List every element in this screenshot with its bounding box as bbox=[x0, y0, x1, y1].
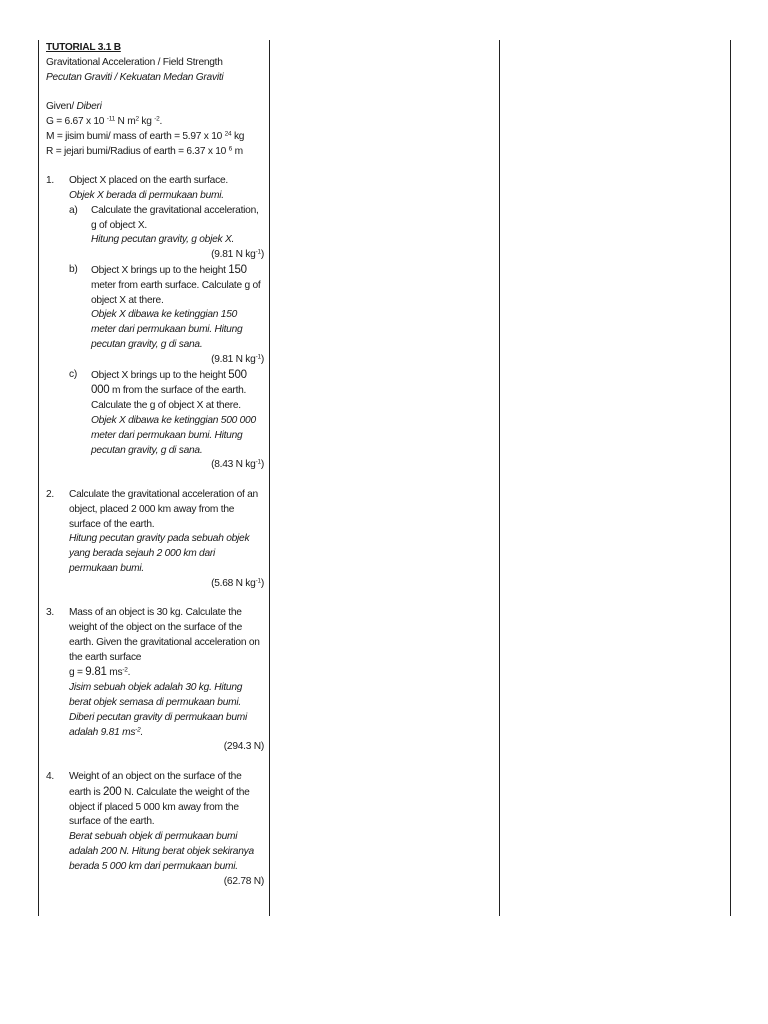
tutorial-column bbox=[46, 41, 264, 889]
subquestion-text-ms: Objek X dibawa ke ketinggian 150 meter dari permukaan bumi. Hitung pecutan gravity, g di sana. bbox=[91, 309, 243, 350]
subquestion-1b: b) Object X brings up to the height 150 meter from earth surface. Calculate g of object X at there. Objek X dibawa ke ketinggian 150 meter dari permukaan bumi. Hitung pecutan gravity, g di sana. bbox=[69, 263, 264, 353]
question-text-en: Object X placed on the earth surface. bbox=[69, 175, 228, 187]
tutorial-title: TUTORIAL 3.1 B bbox=[46, 42, 121, 53]
given-g-constant: G = 6.67 x 10 $^{-11}$ N $m^2$ kg $^{-2}$. bbox=[46, 115, 163, 127]
subquestion-text-ms: Hitung pecutan gravity, g objek X. bbox=[91, 234, 235, 246]
table-border-left bbox=[38, 40, 39, 916]
question-1 bbox=[46, 174, 264, 473]
question-2 bbox=[46, 488, 264, 592]
gravity-value: g = 9.81 $ms^{-2}$. bbox=[69, 666, 131, 679]
subquestion-text-en: Object X brings up to the height 150 meter from earth surface. Calculate g of object X at there. bbox=[91, 263, 261, 306]
table-border-col1 bbox=[269, 40, 270, 916]
table-border-col2 bbox=[499, 40, 500, 916]
question-3 bbox=[46, 606, 264, 755]
answer-1b: (9.81 N $kg^{-1}$) bbox=[211, 353, 264, 365]
given-earth-radius: R = jejari bumi/Radius of earth = 6.37 x 10 $^6$ m bbox=[46, 145, 243, 157]
subquestion-text-en: Object X brings up to the height 500 000 m from the surface of the earth. Calculate the g of object X at there. bbox=[91, 368, 247, 412]
question-number: 3. bbox=[46, 607, 54, 619]
question-text-en: Weight of an object on the surface of the earth is 200 N. Calculate the weight of the object if placed 5 000 km away from the surface of the earth. bbox=[69, 771, 250, 828]
subquestion-text-en: Calculate the gravitational acceleration, g of object X. bbox=[91, 204, 259, 231]
subtitle-ms: Pecutan Graviti / Kekuatan Medan Graviti bbox=[46, 71, 224, 83]
table-border-right bbox=[730, 40, 731, 916]
subquestion-1a: a) Calculate the gravitational acceleration, g of object X. Hitung pecutan gravity, g objek X. bbox=[69, 204, 264, 248]
question-4 bbox=[46, 770, 264, 889]
question-text-ms: Objek X berada di permukaan bumi. bbox=[69, 189, 224, 201]
question-text-ms: Jisim sebuah objek adalah 30 kg. Hitung berat objek semasa di permukaan bumi. Diberi pecutan gravity di permukaan bumi adalah 9.81 $ms^{-2}$. bbox=[69, 682, 247, 738]
answer-1c: (8.43 N $kg^{-1}$) bbox=[211, 458, 264, 471]
question-number: 4. bbox=[46, 771, 54, 783]
question-text-en: Mass of an object is 30 kg. Calculate the weight of the object on the surface of the earth. Given the gravitational acceleration on the earth surface bbox=[69, 607, 260, 663]
question-number: 2. bbox=[46, 488, 54, 500]
answer-4: (62.78 N) bbox=[223, 875, 264, 887]
subquestion-text-ms: Objek X dibawa ke ketinggian 500 000 meter dari permukaan bumi. Hitung pecutan gravity, g di sana. bbox=[91, 414, 256, 456]
given-label: Given/ Diberi bbox=[46, 101, 102, 113]
answer-2: (5.68 N $kg^{-1}$) bbox=[211, 577, 264, 589]
question-number: 1. bbox=[46, 175, 54, 187]
question-text-en: Calculate the gravitational acceleration of an object, placed 2 000 km away from the surface of the earth. bbox=[69, 488, 258, 530]
subtitle-en: Gravitational Acceleration / Field Strength bbox=[46, 56, 223, 68]
question-text-ms: Berat sebuah objek di permukaan bumi adalah 200 N. Hitung berat objek sekiranya berada 5 000 km dari permukaan bumi. bbox=[69, 831, 254, 872]
given-earth-mass: M = jisim bumi/ mass of earth = 5.97 x 10 $^{24}$ kg bbox=[46, 130, 245, 142]
answer-3: (294.3 N) bbox=[223, 741, 264, 753]
question-text-ms: Hitung pecutan gravity pada sebuah objek yang berada sejauh 2 000 km dari permukaan bumi. bbox=[69, 533, 250, 574]
subquestion-1c: c) Object X brings up to the height 500 000 m from the surface of the earth. Calculate the g of object X at there. Objek X dibawa ke ketinggian 500 000 meter dari permukaan bumi. Hitung pecutan gravity, g di sana. bbox=[69, 368, 264, 459]
answer-1a: (9.81 N $kg^{-1}$) bbox=[211, 248, 264, 261]
